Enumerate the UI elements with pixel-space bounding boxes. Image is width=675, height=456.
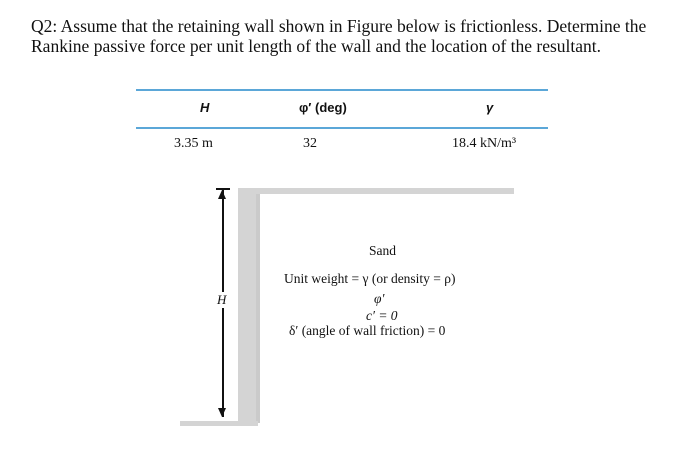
unit-weight-label: Unit weight = γ (or density = ρ) (284, 271, 456, 286)
arrow-down-icon (218, 408, 226, 417)
backfill-surface (238, 188, 514, 194)
ground-base (180, 421, 258, 426)
cell-phi-value: 32 (303, 136, 317, 151)
retaining-wall (238, 188, 256, 423)
question-text: Q2: Assume that the retaining wall shown in Figure below is frictionless. Determine the Rankine passive force per unit length of the wall and the location of the resultant. (31, 16, 647, 56)
cell-gamma-value: 18.4 kN/m³ (452, 136, 517, 151)
header-h: H (200, 100, 210, 115)
wall-face-shade (256, 194, 260, 423)
wall-friction-label: δ′ (angle of wall friction) = 0 (289, 323, 446, 338)
arrow-up-icon (218, 190, 226, 199)
phi-label: φ′ (374, 291, 385, 306)
cell-h-value: 3.35 m (174, 136, 213, 151)
header-phi: φ′ (deg) (299, 100, 347, 115)
sand-label: Sand (369, 243, 396, 258)
header-gamma: γ (486, 100, 494, 115)
cohesion-label: c′ = 0 (366, 308, 398, 323)
height-label: H (217, 292, 227, 307)
